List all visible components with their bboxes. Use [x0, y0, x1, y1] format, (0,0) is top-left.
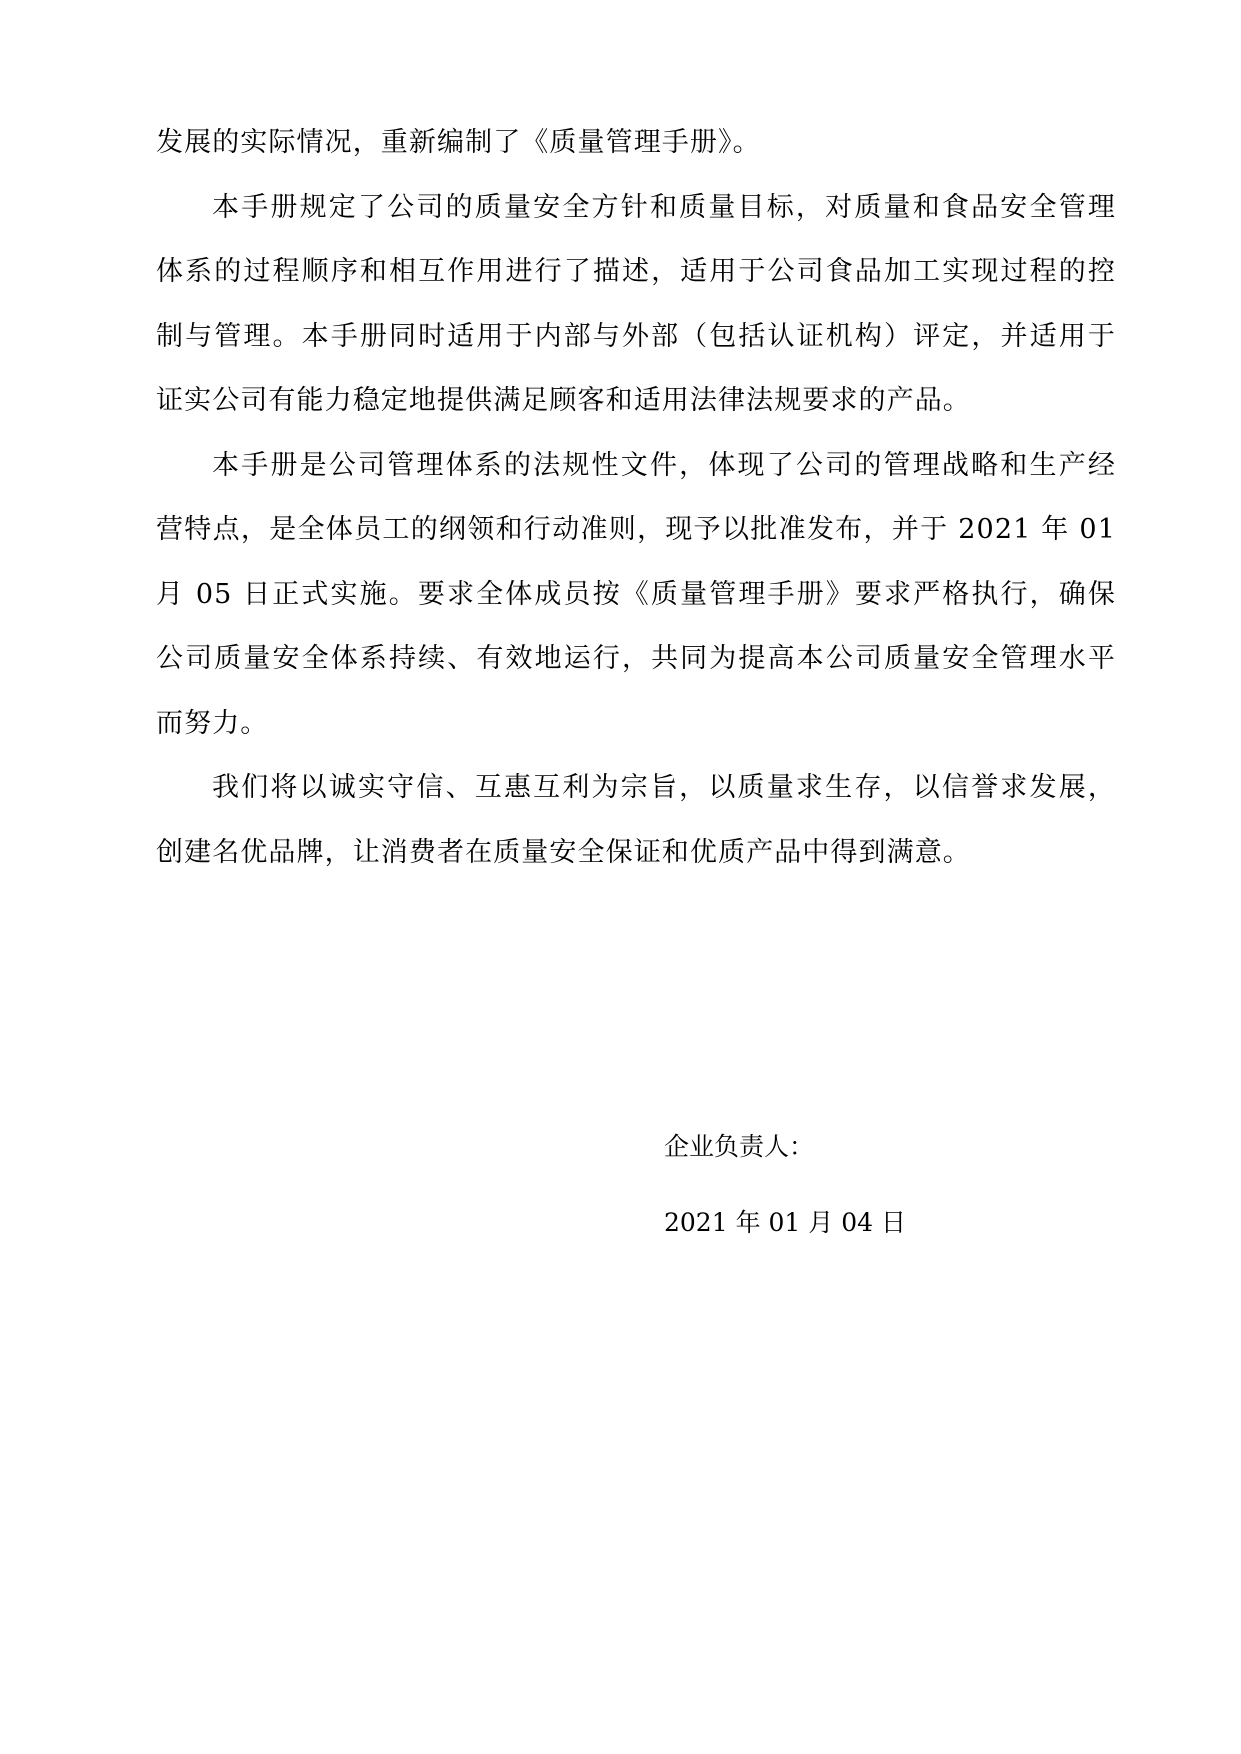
- text-line: 发展的实际情况，重新编制了《质量管理手册》。: [156, 127, 761, 158]
- text-line: 营特点，是全体员工的纲领和行动准则，现予以批准发布，并于 2021 年 01: [156, 514, 1116, 545]
- text-line: 月 05 日正式实施。要求全体成员按《质量管理手册》要求严格执行，确保: [156, 578, 1116, 610]
- signature-block: [664, 1130, 906, 1240]
- text-line: 我们将以诚实守信、互惠互利为宗旨，以质量求生存，以信誉求发展，: [212, 772, 1116, 803]
- text-line: 体系的过程顺序和相互作用进行了描述，适用于公司食品加工实现过程的控: [156, 256, 1116, 287]
- text-line: 而努力。: [156, 707, 269, 739]
- text-line: 证实公司有能力稳定地提供满足顾客和适用法律法规要求的产品。: [156, 385, 971, 416]
- text-line: 本手册规定了公司的质量安全方针和质量目标，对质量和食品安全管理: [212, 191, 1116, 223]
- signature-date: 2021 年 01 月 04 日: [664, 1208, 906, 1237]
- text-line: 公司质量安全体系持续、有效地运行，共同为提高本公司质量安全管理水平: [156, 643, 1116, 674]
- text-line: 制与管理。本手册同时适用于内部与外部（包括认证机构）评定，并适用于: [156, 320, 1116, 352]
- text-line: 本手册是公司管理体系的法规性文件，体现了公司的管理战略和生产经: [212, 449, 1116, 481]
- text-line: 创建名优品牌，让消费者在质量安全保证和优质产品中得到满意。: [156, 836, 971, 868]
- document-body: [156, 111, 1116, 885]
- signatory-label: 企业负责人：: [664, 1132, 815, 1161]
